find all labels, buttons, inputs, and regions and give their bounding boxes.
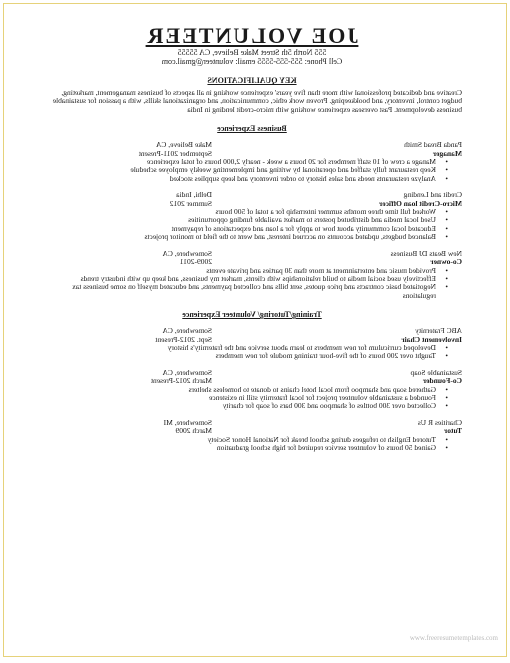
job-entry (42, 369, 462, 411)
job-bullets (42, 344, 462, 361)
job-dates: March 2009 (175, 426, 212, 436)
job-bullet: • Founded a sustainable volunteer project for local fraternity still in existence (42, 394, 436, 402)
job-role: Involvement Chair (401, 334, 462, 344)
job-location: Somewhere, CA (162, 248, 212, 258)
job-location: Somewhere, CA (162, 326, 212, 336)
job-bullet: • Developed curriculum for new members to learn about service and the fraternity's history (42, 344, 436, 352)
job-org: Sustainable Soap (410, 367, 462, 377)
job-location: Delhi, India (176, 190, 212, 200)
contact-phone-email[interactable]: Cell Phone: 555-555-5555 email: volunteer@gmail.com (161, 57, 343, 66)
job-dates: 2009-2011 (179, 257, 212, 267)
job-bullet: • Provided music and entertainment at more than 30 parties and private events (42, 267, 436, 275)
job-dates: Summer 2012 (169, 198, 212, 208)
qualifications-text: Creative and dedicated professional with more than five years' experience working in all aspects of business management, marketing, budget control, inventory, and bookkeeping. Proven work ethic, communication, and organizational skills, with a passion for sustainable business development. Past overseas experience working with micro-credit lending in India (52, 88, 462, 114)
job-bullets (42, 267, 462, 301)
job-bullet: • Gained 50 hours of volunteer service required for high school graduation (42, 444, 436, 452)
job-dates: Sept. 2012-Present (155, 334, 212, 344)
business-title: Business Experience (217, 124, 287, 134)
watermark-text: www.freeresumetemplates.com (409, 634, 498, 642)
job-role: Manager (432, 148, 462, 158)
job-bullet: • Tutored English to refugees during school break for National Honor Society (42, 436, 436, 444)
job-bullet: • Analyze restaurants needs and sales history to order inventory and keep supplies stocked (42, 175, 436, 183)
job-bullet: • Effectively used social media to build relationships with clients, market my business, and keep up with industry trends (42, 275, 436, 283)
job-bullet: • Used local media and distributed posters to market available funding opportunities (42, 216, 436, 224)
job-bullets (42, 386, 462, 411)
job-bullets (42, 208, 462, 242)
job-entry (42, 250, 462, 300)
job-entry (42, 419, 462, 453)
job-org: Panda Bread Smith (404, 140, 462, 150)
job-dates: March 2012-Present (150, 376, 212, 386)
job-org: Charities R Us (417, 417, 462, 427)
training-title: Training/Tutoring/ Volunteer Experience (182, 310, 322, 320)
job-org: ABC Fraternity (415, 326, 462, 336)
job-bullet: • Gathered soap and shampoo from local hotel chains to donate to homeless shelters (42, 386, 436, 394)
job-bullet: • Manage a crew of 10 staff members for 20 hours a week - nearly 2,000 hours of total experience (42, 158, 436, 166)
job-bullets (42, 158, 462, 183)
qualifications-title: KEY QUALIFICATIONS (207, 76, 297, 85)
resume-content (42, 24, 462, 452)
job-role: Co-Founder (422, 376, 462, 386)
job-location: Somewhere, CA (162, 367, 212, 377)
job-location: Make Believe, CA (155, 140, 212, 150)
job-org: New Beats DJ Business (390, 248, 462, 258)
job-bullet: • Keep restaurant fully staffed and operational by writing and implementing weekly employee schedule (42, 166, 436, 174)
job-location: Somewhere, MI (163, 417, 212, 427)
resume-page (3, 3, 507, 657)
job-org: Credit and Lending (403, 190, 462, 200)
job-bullets (42, 436, 462, 453)
job-entry (42, 327, 462, 361)
job-bullet: • Educated local community about how to apply for a loan and expectations of repayment (42, 225, 436, 233)
job-role: Micro-Credit loan Officer (378, 198, 462, 208)
contact-address: 555 North 5th Street Make Believe, CA 55555 (177, 48, 327, 57)
job-dates: September 2011-Present (138, 148, 212, 158)
applicant-name: JOE VOLUNTEER (145, 23, 359, 48)
job-role: Co-owner (430, 257, 462, 267)
job-bullet: • Negotiated basic contracts and price quotes, sent bills and collected payments, and educated myself on some business tax regulations (42, 283, 436, 300)
job-bullet: • Taught over 200 hours of the five-hour training module for new members (42, 352, 436, 360)
job-entry (42, 191, 462, 241)
job-bullet: • Balanced budgets, updated accounts on accrued interest, and went to the field to monitor projects (42, 233, 436, 241)
job-entry (42, 141, 462, 183)
job-bullet: • Collected over 300 bottles of shampoo and 300 bars of soap for charity (42, 402, 436, 410)
job-role: Tutor (443, 426, 462, 436)
job-bullet: • Worked full time three months summer internship for a total of 500 hours (42, 208, 436, 216)
